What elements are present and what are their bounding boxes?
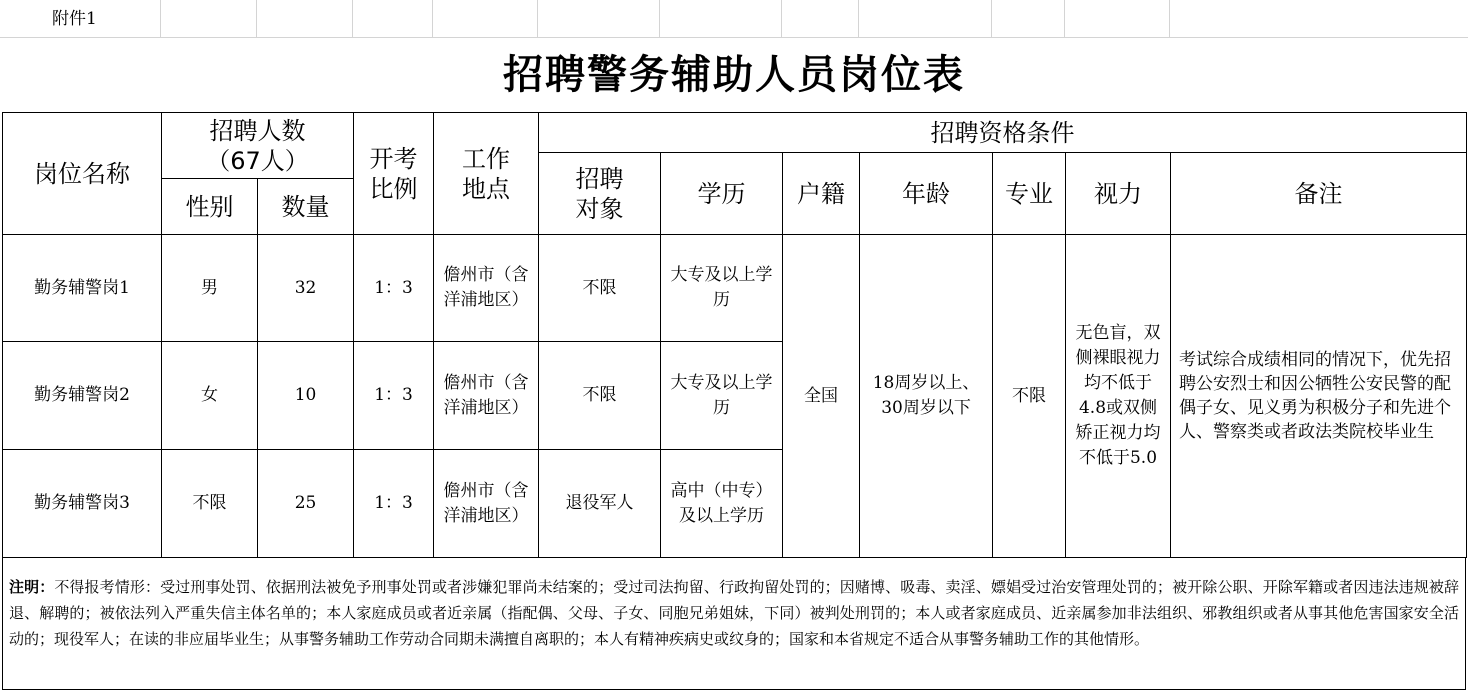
attachment-label: 附件1 (0, 0, 161, 38)
cell-education: 高中（中专）及以上学历 (661, 450, 783, 558)
header-gender: 性别 (162, 179, 258, 235)
empty-cell (992, 0, 1065, 38)
cell-quantity: 32 (258, 235, 354, 342)
page-title: 招聘警务辅助人员岗位表 (503, 51, 965, 98)
header-exam-ratio (354, 113, 434, 235)
empty-cell (782, 0, 859, 38)
header-exam-ratio-line2: 比例 (369, 174, 418, 203)
cell-ratio: 1：3 (354, 450, 434, 558)
header-vision: 视力 (1066, 153, 1171, 235)
cell-ratio: 1：3 (354, 342, 434, 450)
header-recruit-count (162, 113, 354, 179)
cell-hukou: 全国 (783, 235, 860, 558)
cell-place: 儋州市（含洋浦地区） (434, 235, 539, 342)
cell-target: 不限 (539, 342, 661, 450)
empty-cell (353, 0, 433, 38)
header-recruit-total: （67人） (206, 146, 309, 175)
cell-remarks: 考试综合成绩相同的情况下，优先招聘公安烈士和因公牺牲公安民警的配偶子女、见义勇为积极分子和先进个人、警察类或者政法类院校毕业生 (1171, 235, 1467, 558)
empty-cell (257, 0, 353, 38)
cell-position: 勤务辅警岗2 (3, 342, 162, 450)
cell-quantity: 10 (258, 342, 354, 450)
header-target-line1: 招聘 (575, 164, 624, 193)
header-education: 学历 (661, 153, 783, 235)
empty-cell (538, 0, 660, 38)
empty-cell (1065, 0, 1170, 38)
header-exam-ratio-line1: 开考 (369, 144, 418, 173)
cell-place: 儋州市（含洋浦地区） (434, 450, 539, 558)
header-position-name: 岗位名称 (3, 113, 162, 235)
cell-education: 大专及以上学历 (661, 235, 783, 342)
empty-cell (1170, 0, 1468, 38)
cell-gender: 男 (162, 235, 258, 342)
header-remarks: 备注 (1171, 153, 1467, 235)
table-row (3, 235, 1467, 342)
header-qualifications: 招聘资格条件 (539, 113, 1467, 153)
empty-cell (859, 0, 992, 38)
empty-cell (161, 0, 257, 38)
cell-target: 不限 (539, 235, 661, 342)
footnote-text: 不得报考情形：受过刑事处罚、依据刑法被免予刑事处罚或者涉嫌犯罪尚未结案的；受过司法拘留、行政拘留处罚的；因赌博、吸毒、卖淫、嫖娼受过治安管理处罚的；被开除公职、开除军籍或者因违法违规被辞退、解聘的；被依法列入严重失信主体名单的；本人家庭成员或者近亲属（指配偶、父母、子女、同胞兄弟姐妹，下同）被判处刑罚的；本人或者家庭成员、近亲属参加非法组织、邪教组织或者从事其他危害国家安全活动的；现役军人；在读的非应届毕业生；从事警务辅助工作劳动合同期未满擅自离职的；本人有精神疾病史或纹身的；国家和本省规定不适合从事警务辅助工作的其他情形。 (9, 578, 1459, 648)
header-quantity: 数量 (258, 179, 354, 235)
cell-gender: 不限 (162, 450, 258, 558)
cell-position: 勤务辅警岗1 (3, 235, 162, 342)
spreadsheet-top-row (0, 0, 1468, 38)
header-work-place-line1: 工作 (462, 144, 511, 173)
cell-major: 不限 (993, 235, 1066, 558)
positions-table (2, 112, 1467, 558)
header-hukou: 户籍 (783, 153, 860, 235)
header-age: 年龄 (860, 153, 993, 235)
header-work-place (434, 113, 539, 235)
cell-age: 18周岁以上、30周岁以下 (860, 235, 993, 558)
cell-quantity: 25 (258, 450, 354, 558)
empty-cell (660, 0, 782, 38)
cell-ratio: 1：3 (354, 235, 434, 342)
empty-cell (433, 0, 538, 38)
cell-education: 大专及以上学历 (661, 342, 783, 450)
cell-place: 儋州市（含洋浦地区） (434, 342, 539, 450)
header-major: 专业 (993, 153, 1066, 235)
cell-target: 退役军人 (539, 450, 661, 558)
header-work-place-line2: 地点 (462, 174, 511, 203)
header-target (539, 153, 661, 235)
footnote (2, 558, 1466, 690)
footnote-label: 注明： (9, 578, 55, 596)
cell-position: 勤务辅警岗3 (3, 450, 162, 558)
cell-vision: 无色盲，双侧裸眼视力均不低于4.8或双侧矫正视力均不低于5.0 (1066, 235, 1171, 558)
header-recruit-count-label: 招聘人数 (209, 116, 306, 145)
cell-gender: 女 (162, 342, 258, 450)
header-target-line2: 对象 (575, 194, 624, 223)
